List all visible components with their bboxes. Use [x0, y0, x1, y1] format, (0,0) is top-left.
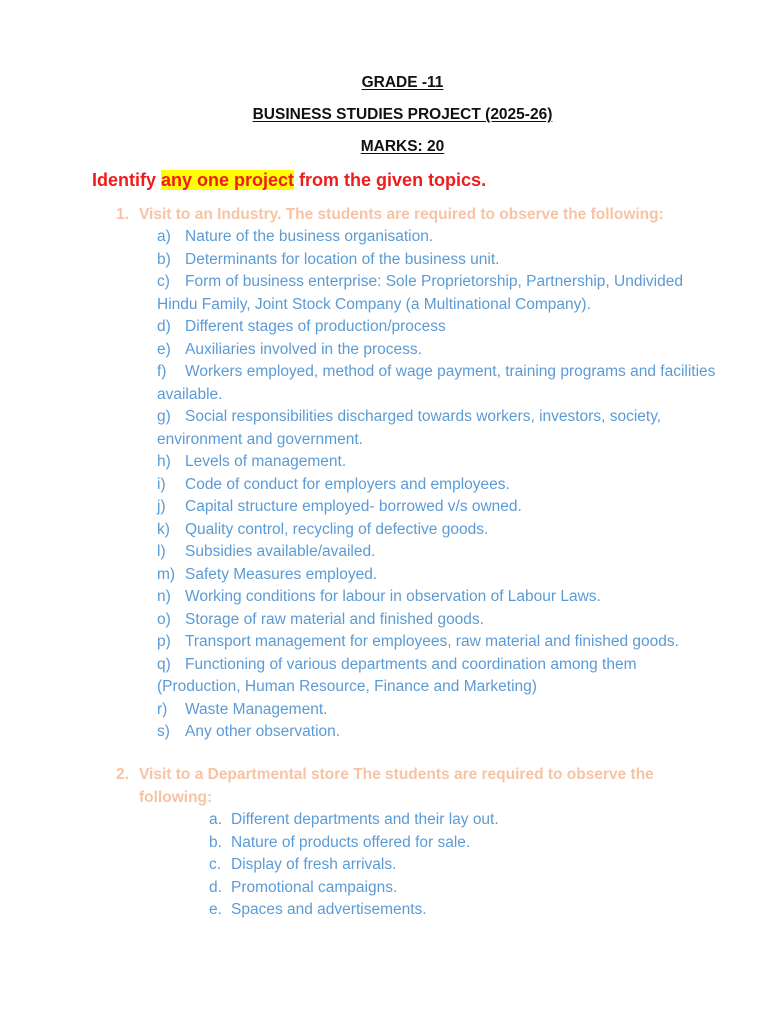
list-item-text: Any other observation. [185, 723, 341, 740]
list-item [157, 721, 717, 744]
list-marker: r) [157, 700, 168, 718]
list-item-text: Quality control, recycling of defective goods. [185, 520, 489, 538]
list-item [209, 854, 499, 877]
list-marker: h) [157, 453, 171, 470]
topic-title: Visit to an Industry. The students are required to observe the following: [139, 206, 664, 223]
list-marker: d) [157, 318, 171, 335]
list-marker: g) [157, 408, 171, 425]
list-marker: a. [209, 811, 222, 828]
list-marker: k) [157, 520, 170, 538]
list-item [209, 899, 499, 922]
list-item [157, 271, 717, 316]
list-item-text: Determinants for location of the business unit. [185, 250, 500, 268]
list-item-text: Nature of the business organisation. [185, 228, 434, 245]
list-item-text: Functioning of various departments and coordination among them (Production, Human Resource, Finance and Marketing) [157, 655, 637, 695]
list-item [157, 406, 717, 451]
list-item-text: Auxiliaries involved in the process. [185, 340, 422, 358]
list-item-text: Transport management for employees, raw material and finished goods. [185, 633, 679, 650]
marks-heading: MARKS: 20 [360, 138, 445, 155]
list-marker: f) [157, 363, 167, 380]
list-item-text: Safety Measures employed. [185, 565, 378, 583]
list-item-text: Display of fresh arrivals. [231, 856, 397, 873]
list-item [157, 609, 717, 632]
list-marker: j) [157, 498, 166, 515]
list-item [157, 361, 717, 406]
list-item-text: Subsidies available/availed. [185, 543, 376, 560]
list-item [157, 654, 717, 699]
list-item-text: Promotional campaigns. [231, 878, 398, 896]
list-marker: e. [209, 901, 222, 918]
list-marker: c. [209, 856, 222, 873]
project-title: BUSINESS STUDIES PROJECT (2025-26) [252, 106, 553, 123]
list-item [209, 832, 499, 855]
list-item-text: Nature of products offered for sale. [231, 833, 471, 851]
list-marker: e) [157, 340, 171, 358]
list-item-text: Waste Management. [185, 700, 328, 718]
list-item [209, 809, 499, 832]
topic-number: 2. [116, 766, 129, 783]
list-item-text: Capital structure employed- borrowed v/s owned. [185, 498, 522, 515]
list-item [157, 519, 717, 542]
list-marker: a) [157, 228, 171, 245]
list-marker: s) [157, 723, 170, 740]
list-item-text: Form of business enterprise: Sole Proprietorship, Partnership, Undivided Hindu Family, Joint Stock Company (a Multinational Company). [157, 273, 683, 313]
list-item-text: Spaces and advertisements. [231, 901, 427, 918]
list-item-text: Social responsibilities discharged towards workers, investors, society, environment and government. [157, 408, 662, 448]
list-marker: n) [157, 588, 171, 605]
list-item [157, 631, 717, 654]
list-item [157, 474, 717, 497]
instruction-line [92, 170, 486, 191]
list-marker: l) [157, 543, 166, 560]
list-item [157, 316, 717, 339]
topic-2-list [209, 809, 499, 922]
list-item [209, 877, 499, 900]
list-item [157, 541, 717, 564]
list-marker: p) [157, 633, 171, 650]
list-item-text: Workers employed, method of wage payment, training programs and facilities available. [157, 363, 716, 403]
list-marker: b. [209, 833, 222, 851]
list-item-text: Different departments and their lay out. [231, 811, 499, 828]
list-marker: c) [157, 273, 170, 290]
list-item [157, 226, 717, 249]
topic-number: 1. [116, 206, 129, 223]
grade-heading: GRADE -11 [361, 74, 444, 91]
list-item-text: Code of conduct for employers and employees. [185, 475, 510, 493]
list-item-text: Storage of raw material and finished goods. [185, 610, 484, 628]
instruction-text-after: from the given topics. [294, 170, 487, 190]
list-item-text: Levels of management. [185, 453, 347, 470]
instruction-highlight: any one project [161, 170, 295, 190]
list-marker: m) [157, 565, 176, 583]
list-item [157, 451, 717, 474]
list-item-text: Working conditions for labour in observation of Labour Laws. [185, 588, 601, 605]
list-marker: q) [157, 655, 171, 673]
list-item [157, 249, 717, 272]
list-item [157, 586, 717, 609]
list-item [157, 564, 717, 587]
topic-1-list [157, 226, 717, 744]
instruction-text-before: Identify [92, 170, 162, 190]
list-item-text: Different stages of production/process [185, 318, 446, 335]
list-marker: b) [157, 250, 171, 268]
list-marker: d. [209, 878, 222, 896]
topic-title: Visit to a Departmental store The students are required to observe the following: [139, 766, 654, 806]
list-marker: o) [157, 610, 171, 628]
list-item [157, 699, 717, 722]
list-item [157, 496, 717, 519]
list-marker: i) [157, 475, 166, 493]
list-item [157, 339, 717, 362]
